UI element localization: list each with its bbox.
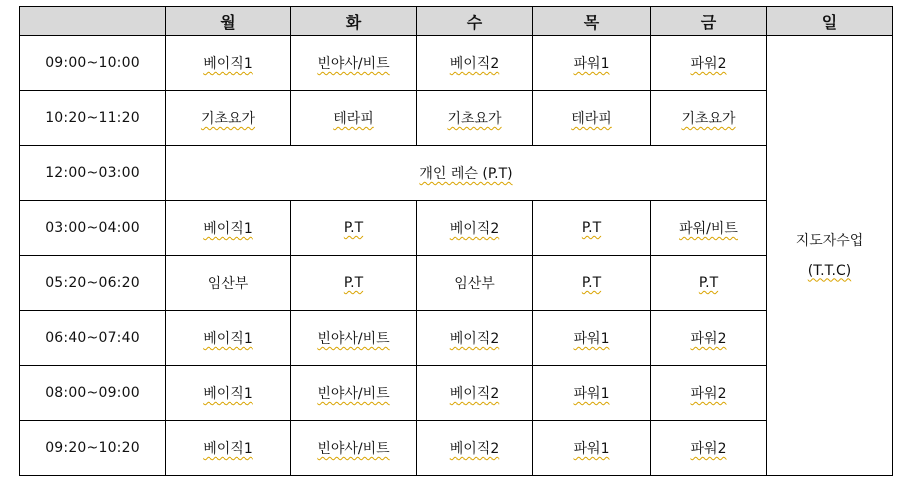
time-slot: 10:20~11:20 (20, 91, 166, 146)
time-slot: 06:40~07:40 (20, 311, 166, 366)
class-cell: 베이직1 (166, 366, 291, 421)
class-cell: 테라피 (533, 91, 651, 146)
class-cell: P.T (533, 256, 651, 311)
class-cell: 베이직2 (417, 311, 533, 366)
class-cell: 파워1 (533, 421, 651, 476)
class-cell: 베이직1 (166, 201, 291, 256)
header-row (20, 7, 893, 36)
class-cell: 베이직2 (417, 366, 533, 421)
class-cell: P.T (291, 256, 417, 311)
class-cell: 빈야사/비트 (291, 36, 417, 91)
day-header-thu: 목 (533, 7, 651, 36)
personal-lesson-cell: 개인 레슨 (P.T) (166, 146, 767, 201)
class-cell: 베이직1 (166, 311, 291, 366)
day-header-tue: 화 (291, 7, 417, 36)
table-row (20, 201, 893, 256)
class-cell: 빈야사/비트 (291, 366, 417, 421)
time-slot: 12:00~03:00 (20, 146, 166, 201)
time-slot: 09:00~10:00 (20, 36, 166, 91)
table-row (20, 146, 893, 201)
class-cell: 임산부 (166, 256, 291, 311)
class-cell: 빈야사/비트 (291, 421, 417, 476)
class-cell: 임산부 (417, 256, 533, 311)
class-cell: 테라피 (291, 91, 417, 146)
class-cell: 빈야사/비트 (291, 311, 417, 366)
time-slot: 03:00~04:00 (20, 201, 166, 256)
class-cell: 파워2 (651, 421, 767, 476)
class-cell: P.T (291, 201, 417, 256)
class-schedule-table (19, 6, 893, 476)
day-header-mon: 월 (166, 7, 291, 36)
class-cell: 기초요가 (651, 91, 767, 146)
day-header-sun: 일 (767, 7, 893, 36)
class-cell: P.T (651, 256, 767, 311)
sunday-class-code: (T.T.C) (807, 262, 852, 279)
table-row (20, 366, 893, 421)
class-cell: 파워2 (651, 366, 767, 421)
class-cell: 파워/비트 (651, 201, 767, 256)
day-header-fri: 금 (651, 7, 767, 36)
class-cell: 파워2 (651, 36, 767, 91)
class-cell: 베이직2 (417, 421, 533, 476)
time-slot: 08:00~09:00 (20, 366, 166, 421)
class-cell: 베이직1 (166, 421, 291, 476)
time-slot: 05:20~06:20 (20, 256, 166, 311)
day-header-wed: 수 (417, 7, 533, 36)
class-cell: P.T (533, 201, 651, 256)
class-cell: 파워1 (533, 311, 651, 366)
table-row (20, 256, 893, 311)
class-cell: 파워1 (533, 36, 651, 91)
time-slot: 09:20~10:20 (20, 421, 166, 476)
corner-cell (20, 7, 166, 36)
class-cell: 파워1 (533, 366, 651, 421)
class-cell: 파워2 (651, 311, 767, 366)
table-row (20, 421, 893, 476)
table-row (20, 311, 893, 366)
table-row (20, 36, 893, 91)
sunday-class-name: 지도자수업 (795, 232, 864, 249)
class-cell: 베이직2 (417, 201, 533, 256)
class-cell: 베이직1 (166, 36, 291, 91)
sunday-class-cell (767, 36, 893, 476)
class-cell: 기초요가 (166, 91, 291, 146)
table-row (20, 91, 893, 146)
class-cell: 베이직2 (417, 36, 533, 91)
class-cell: 기초요가 (417, 91, 533, 146)
